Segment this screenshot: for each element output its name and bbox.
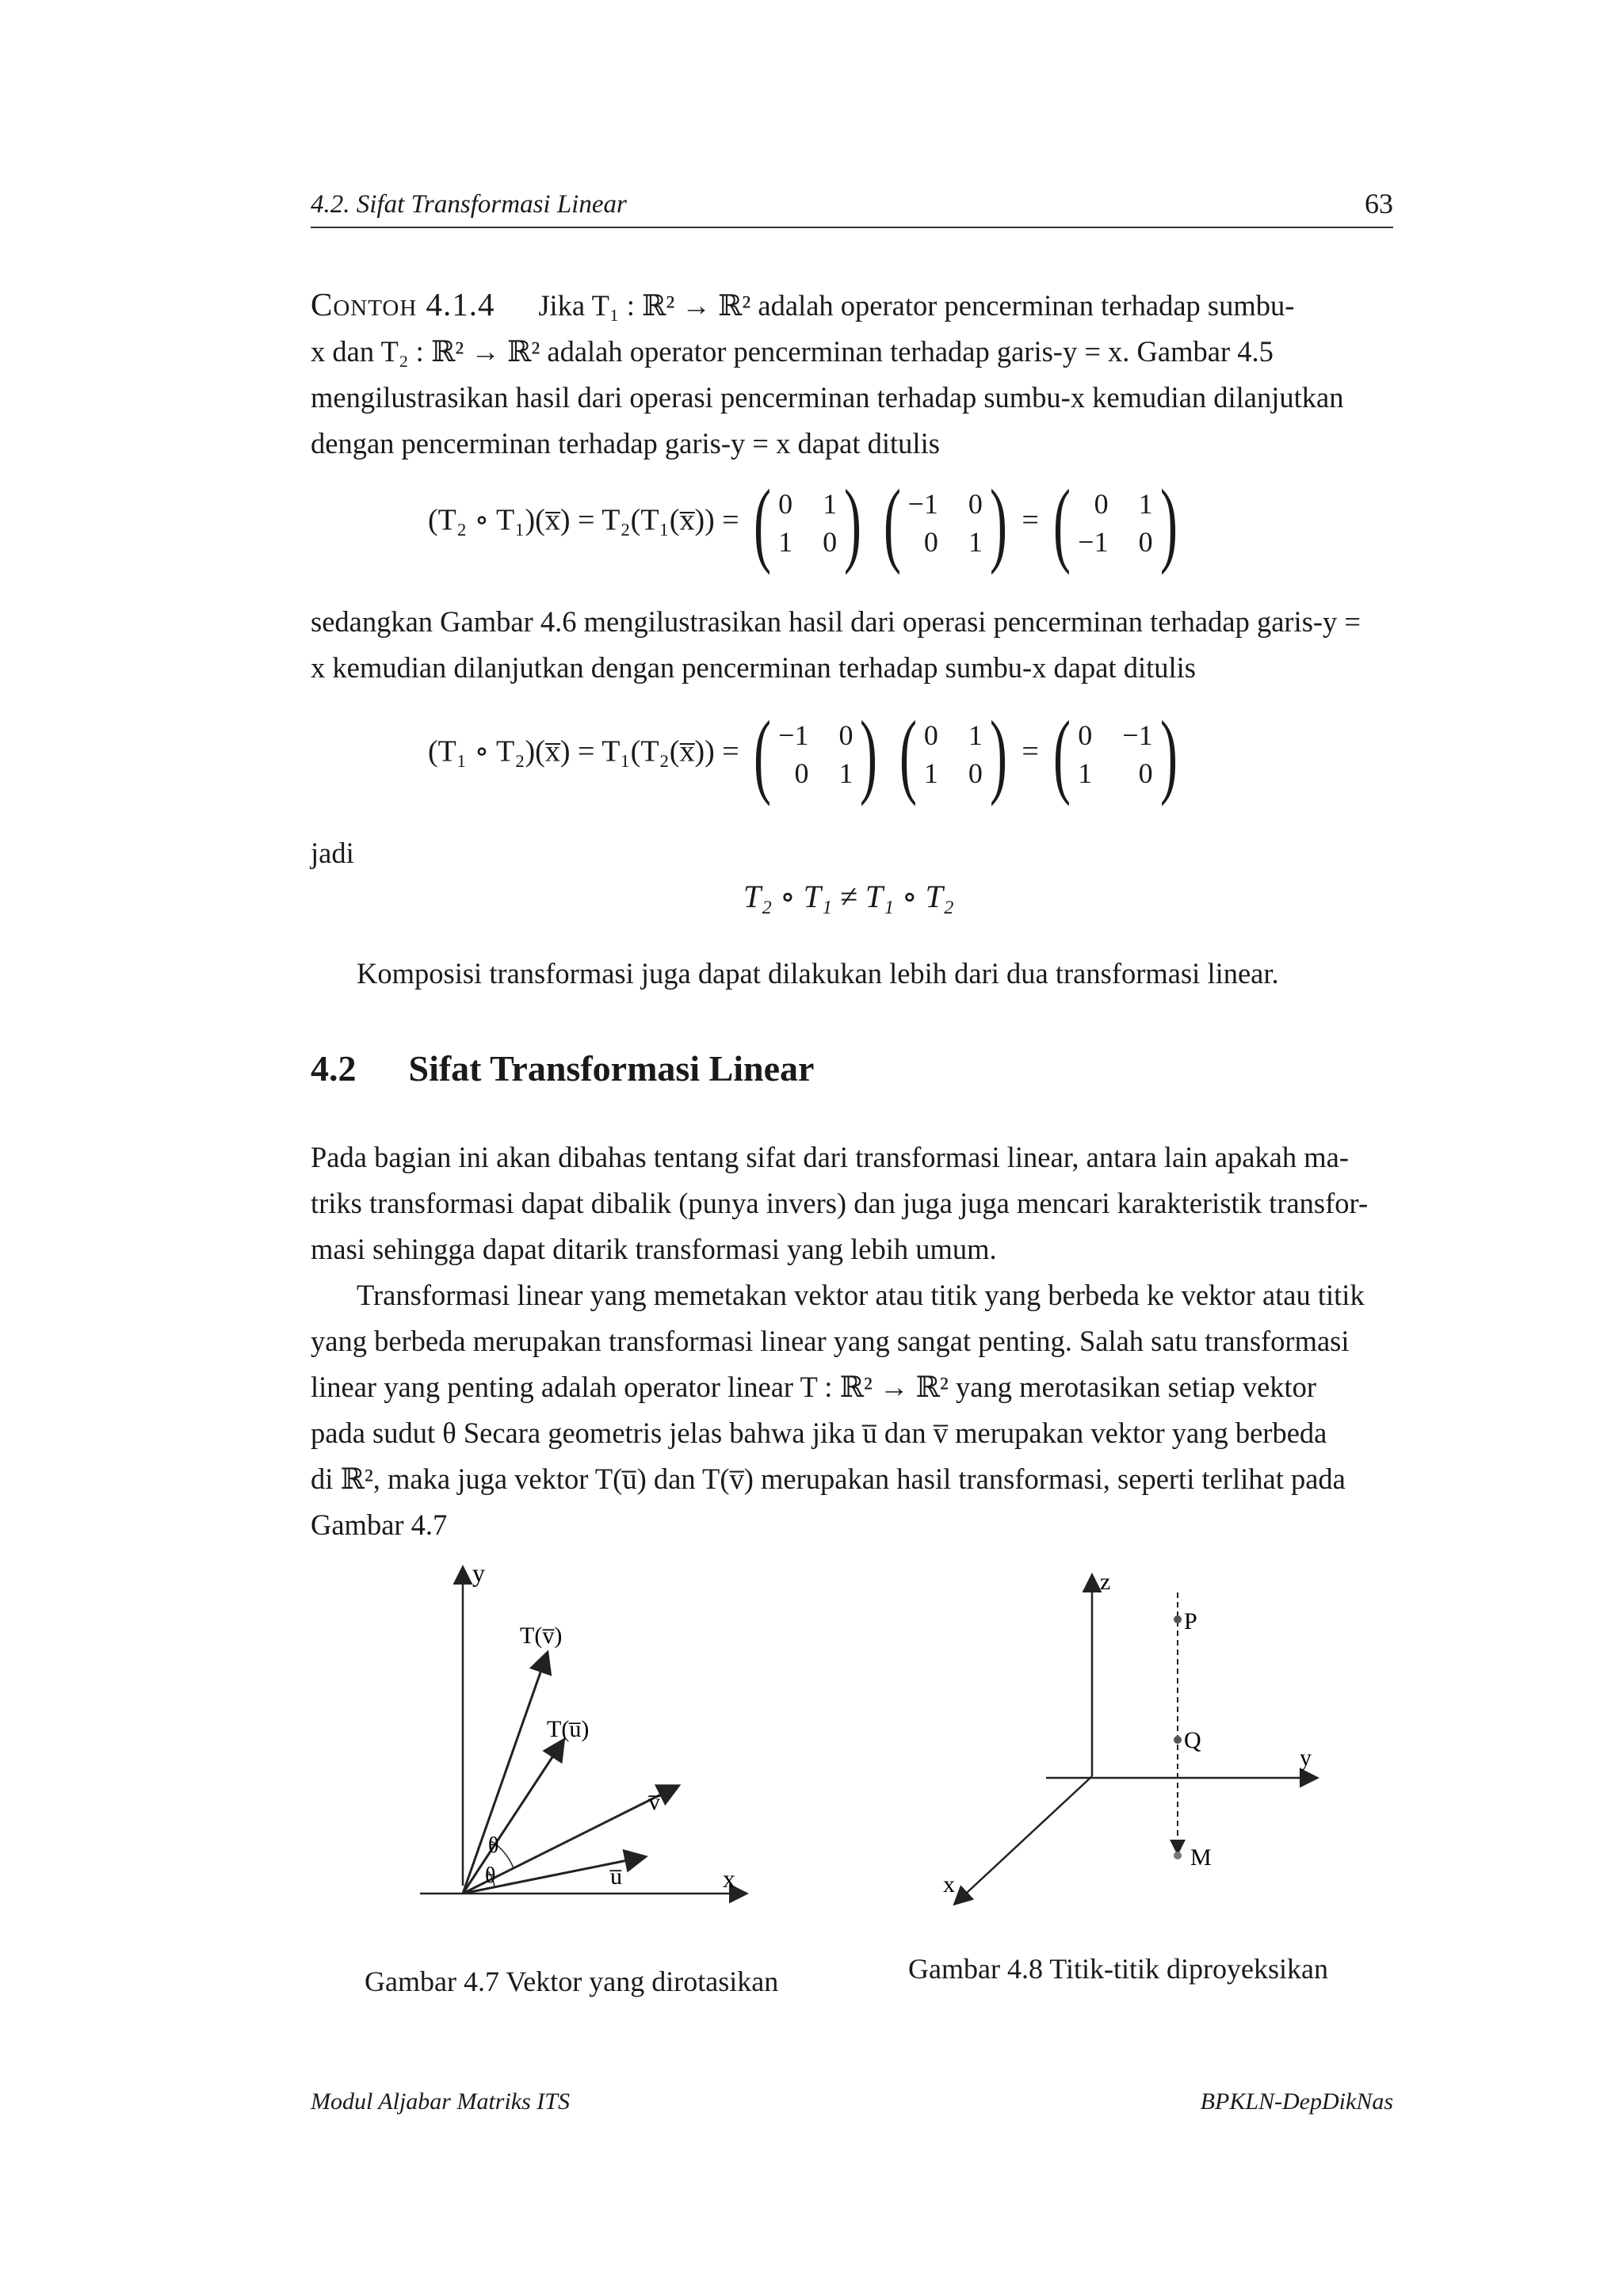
- equation-2-matrix-2: ( 0 1 1 0 ): [899, 701, 1007, 807]
- figure-rotated-vectors: [412, 1553, 777, 1917]
- figure-projected-points: [927, 1553, 1339, 1925]
- footer-right: BPKLN-DepDikNas: [1200, 2088, 1393, 2115]
- komposisi-text: Komposisi transformasi juga dapat dilakukan lebih dari dua transformasi linear.: [357, 957, 1279, 990]
- para2-line-6: Gambar 4.7: [311, 1508, 448, 1541]
- figure-1-caption: Gambar 4.7 Vektor yang dirotasikan: [365, 1966, 779, 1997]
- label-M: M: [1190, 1844, 1212, 1871]
- running-header: [311, 187, 1393, 228]
- example-line-4: dengan pencerminan terhadap garis-y = x dapat ditulis: [311, 427, 940, 460]
- example-line-1: [311, 281, 1393, 329]
- example-line-3: mengilustrasikan hasil dari operasi pencerminan terhadap sumbu-x kemudian dilanjutkan: [311, 381, 1344, 414]
- equation-1-lhs: (T₂ ∘ T₁)(x̅) = T₂(T₁(x̅)) =: [428, 503, 739, 537]
- equation-1-equals: =: [1022, 503, 1039, 537]
- page-number: 63: [1365, 188, 1393, 219]
- section-title: Sifat Transformasi Linear: [408, 1048, 815, 1089]
- point-Q: [1174, 1736, 1182, 1744]
- theta-label-1: θ: [488, 1833, 499, 1858]
- equation-2-matrix-1: ( −1 0 0 1 ): [754, 701, 878, 807]
- example-line-2: x dan T₂ : ℝ² → ℝ² adalah operator pencerminan terhadap garis-y = x. Gambar 4.5: [311, 335, 1274, 368]
- label-P: P: [1184, 1608, 1197, 1634]
- y-axis-label-3d: y: [1300, 1745, 1312, 1771]
- point-M: [1174, 1852, 1182, 1859]
- running-title: 4.2. Sifat Transformasi Linear: [311, 190, 627, 219]
- label-Q: Q: [1184, 1727, 1201, 1753]
- middle-line-1: sedangkan Gambar 4.6 mengilustrasikan hasil dari operasi pencerminan terhadap garis-y =: [311, 605, 1361, 638]
- figure-2-caption: Gambar 4.8 Titik-titik diproyeksikan: [908, 1953, 1328, 1985]
- vector-Tu: [463, 1741, 563, 1894]
- inequality: T₂ ∘ T₁ ≠ T₁ ∘ T₂: [743, 879, 954, 914]
- para1-line-3: masi sehingga dapat ditarik transformasi yang lebih umum.: [311, 1233, 997, 1265]
- label-Tu: T(u̅): [547, 1716, 590, 1742]
- paragraph-1: [311, 1135, 1393, 1272]
- equation-composition-2: [428, 701, 1185, 807]
- equation-2-equals: =: [1022, 734, 1039, 769]
- equation-1-matrix-3: ( 0 1 −1 0 ): [1053, 470, 1178, 575]
- theta-label-2: θ: [485, 1863, 496, 1888]
- point-P: [1174, 1615, 1182, 1623]
- label-Tv: T(v̅): [520, 1623, 563, 1649]
- para1-line-2: triks transformasi dapat dibalik (punya invers) dan juga juga mencari karakteristik transfor-: [311, 1187, 1369, 1219]
- para2-line-2: yang berbeda merupakan transformasi linear yang sangat penting. Salah satu transformasi: [311, 1325, 1350, 1357]
- para2-line-3: linear yang penting adalah operator linear T : ℝ² → ℝ² yang merotasikan setiap vektor: [311, 1371, 1317, 1403]
- section-heading: [311, 1047, 814, 1089]
- z-axis-label: z: [1100, 1569, 1111, 1595]
- equation-2-lhs: (T₁ ∘ T₂)(x̅) = T₁(T₂(x̅)) =: [428, 734, 739, 769]
- x-axis-line-3d: [956, 1776, 1092, 1903]
- x-axis-label-3d: x: [943, 1871, 955, 1897]
- equation-2-matrix-3: ( 0 −1 1 0 ): [1053, 701, 1178, 807]
- paragraph-2: [311, 1272, 1393, 1548]
- footer-left: Modul Aljabar Matriks ITS: [311, 2088, 570, 2115]
- para2-line-1: Transformasi linear yang memetakan vektor atau titik yang berbeda ke vektor atau titik: [357, 1279, 1365, 1311]
- equation-1-matrix-1: ( 0 1 1 0 ): [754, 470, 862, 575]
- section-number: 4.2: [311, 1048, 357, 1089]
- example-paragraph: [311, 281, 1393, 467]
- y-axis-label: y: [472, 1558, 485, 1587]
- middle-paragraph: [311, 599, 1393, 691]
- label-v: v̅: [648, 1789, 660, 1815]
- jadi-text: jadi: [311, 837, 354, 869]
- para2-line-4: pada sudut θ Secara geometris jelas bahwa jika u̅ dan v̅ merupakan vektor yang berbeda: [311, 1417, 1327, 1449]
- example-text-1: Jika T₁ : ℝ² → ℝ² adalah operator pencerminan terhadap sumbu-: [538, 289, 1295, 322]
- equation-composition-1: [428, 470, 1185, 575]
- x-axis-label: x: [723, 1864, 735, 1893]
- equation-1-matrix-2: ( −1 0 0 1 ): [883, 470, 1007, 575]
- label-u: u̅: [610, 1863, 622, 1890]
- para1-line-1: Pada bagian ini akan dibahas tentang sifat dari transformasi linear, antara lain apakah ma-: [311, 1141, 1349, 1173]
- para2-line-5: di ℝ², maka juga vektor T(u̅) dan T(v̅) merupakan hasil transformasi, seperti terlihat pada: [311, 1463, 1346, 1495]
- middle-line-2: x kemudian dilanjutkan dengan pencerminan terhadap sumbu-x dapat ditulis: [311, 651, 1196, 684]
- example-label: Contoh 4.1.4: [311, 286, 495, 322]
